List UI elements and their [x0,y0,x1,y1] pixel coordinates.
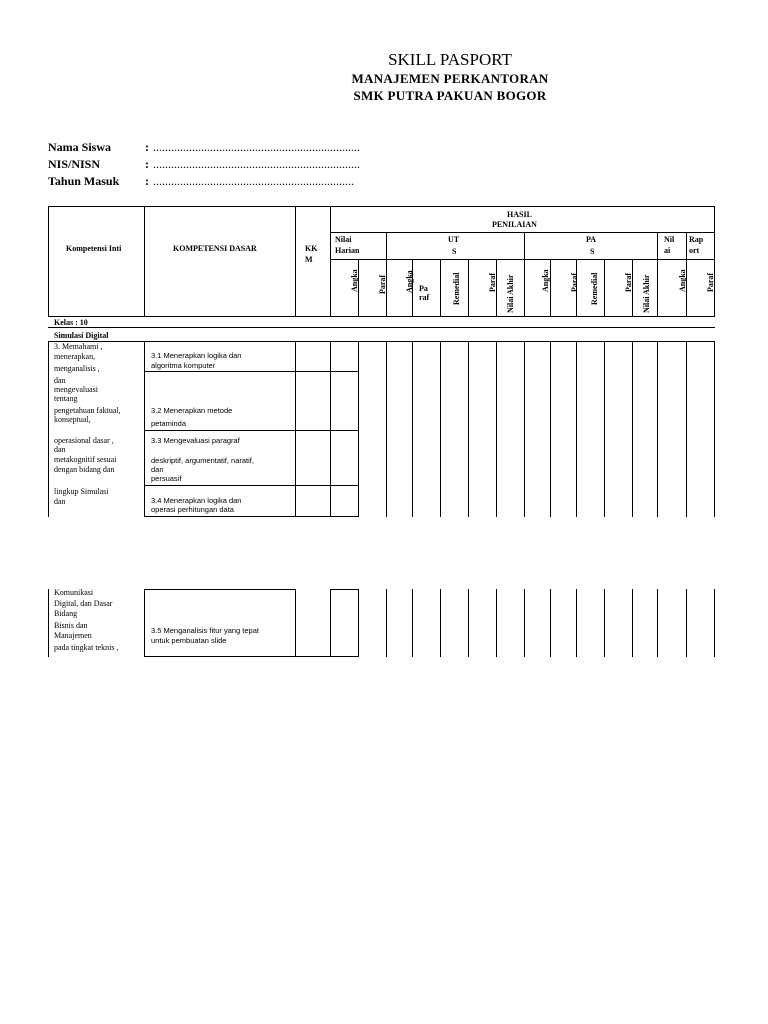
col-uts-1: UT [448,235,460,244]
table-rule [714,206,715,316]
entry-year-label: Tahun Masuk [48,174,120,188]
ki-line: dan [54,497,66,506]
table-rule [48,316,715,317]
ki-line: Digital, dan Dasar [54,599,113,608]
col-pas-paraf2: Paraf [624,272,633,292]
table-rule [496,589,497,657]
table-rule [358,589,359,657]
kd-3-4: operasi perhitungan data [151,505,234,514]
col-pas-1: PA [586,235,597,244]
table-rule [468,259,469,316]
subject-label: Simulasi Digital [54,331,109,340]
table-rule [144,589,145,657]
col-penilaian: PENILAIAN [492,220,537,229]
table-rule [657,589,658,657]
kd-3-1: algoritma komputer [151,361,216,370]
ki-line: Bisnis dan [54,621,88,630]
col-raport-paraf: Paraf [706,272,715,292]
student-name-label: Nama Siswa [48,140,112,154]
page-title: SKILL PASPORT [388,50,512,69]
col-pas-remedial: Remedial [590,272,599,305]
col-uts-paraf-2: raf [419,293,430,302]
table-rule [295,341,296,517]
table-rule [144,656,359,657]
table-rule [330,341,331,517]
ki-line: metakognitif sesuai [54,455,117,464]
table-rule [48,327,715,328]
ki-line: lingkup Simulasi [54,487,109,496]
ki-line: dengan bidang dan [54,465,115,474]
col-nilai-1: Nil [664,235,675,244]
table-rule [412,589,413,657]
table-rule [604,259,605,316]
ki-line: konseptual, [54,415,91,424]
ki-line: Bidang [54,609,78,618]
table-rule [330,589,331,657]
table-rule [330,589,359,590]
table-rule [686,341,687,517]
kd-3-3: persuasif [151,474,182,483]
table-rule [386,589,387,657]
ki-line: operasional dasar , [54,436,114,445]
entry-year-row: Tahun Masuk : ................................................................... [48,174,354,188]
table-rule [295,589,296,657]
col-uts-paraf2: Paraf [488,272,497,292]
col-nilai-2: ai [664,246,671,255]
table-rule [48,589,49,657]
table-rule [632,589,633,657]
table-rule [657,341,658,517]
kd-3-2: petaminda [151,419,187,428]
col-nilai-harian-1: Nilai [335,235,352,244]
col-kompetensi-inti: Kompetensi Inti [66,244,122,253]
col-raport-angka: Angka [678,269,687,292]
ki-line: menerapkan, [54,352,96,361]
table-rule [632,341,633,517]
table-rule [524,341,525,517]
table-rule [550,341,551,517]
table-rule [468,589,469,657]
table-rule [144,430,359,431]
table-rule [604,341,605,517]
col-pas-angka: Angka [541,269,550,292]
table-rule [604,589,605,657]
col-uts-nilai-akhir: Nilai Akhir [506,274,515,313]
table-rule [295,206,296,316]
table-rule [714,589,715,657]
table-rule [144,371,359,372]
program-subtitle: MANAJEMEN PERKANTORAN [351,71,549,86]
student-name-field[interactable]: ..................................................................... [153,140,360,154]
col-nilai-harian-2: Harian [335,246,360,255]
table-rule [386,341,387,517]
table-rule [440,589,441,657]
ki-line: tentang [54,394,78,403]
col-nh-angka: Angka [350,269,359,292]
ki-line: mengevaluasi [54,385,98,394]
student-nis-label: NIS/NISN [48,157,101,171]
kd-3-4: 3.4 Menerapkan logika dan [151,496,242,505]
col-hasil: HASIL [507,210,532,219]
table-rule [358,341,359,517]
col-kkm-1: KK [305,244,318,253]
table-rule [48,341,49,517]
col-raport-2: ort [689,246,700,255]
table-rule [144,589,296,590]
table-rule [144,516,359,517]
table-rule [144,341,145,517]
ki-line: Manajemen [54,631,92,640]
table-rule [496,341,497,517]
table-rule [144,485,359,486]
entry-year-field[interactable]: ................................................................... [153,174,354,188]
kd-3-1: 3.1 Menerapkan logika dan [151,351,242,360]
col-pas-2: S [590,247,595,256]
col-uts-remedial: Remedial [452,272,461,305]
col-nh-paraf: Paraf [378,274,387,294]
ki-line: 3. Memahami , [54,342,103,351]
student-nis-field[interactable]: ..................................................................... [153,157,360,171]
table-rule [576,589,577,657]
school-name: SMK PUTRA PAKUAN BOGOR [353,88,547,103]
table-rule [657,232,658,316]
ki-line: pada tingkat teknis , [54,643,119,652]
table-rule [440,341,441,517]
table-rule [468,341,469,517]
kd-3-5: 3.5 Menganalisis fitur yang tepat [151,626,259,635]
table-rule [550,589,551,657]
table-rule [48,206,49,316]
kd-3-3: dan [151,465,164,474]
class-label: Kelas : 10 [54,318,88,327]
col-kkm-2: M [305,255,313,264]
ki-line: dan [54,445,66,454]
table-rule [144,206,145,316]
kd-3-5: untuk pembuatan slide [151,636,227,645]
ki-line: Komunikasi [54,588,94,597]
table-rule [412,341,413,517]
table-rule [524,232,525,316]
table-rule [440,259,441,316]
col-uts-2: S [452,247,457,256]
table-rule [524,589,525,657]
table-rule [48,206,715,207]
student-name-row: Nama Siswa : ..................................................................... [48,140,360,154]
col-raport-1: Rap [689,235,704,244]
table-rule [48,341,715,342]
col-pas-paraf: Paraf [570,272,579,292]
table-rule [714,341,715,517]
kd-3-3: 3.3 Mengevaluasi paragraf [151,436,240,445]
col-uts-paraf-1: Pa [419,284,428,293]
table-rule [330,206,331,316]
kd-3-3: deskriptif, argumentatif, naratif, [151,456,254,465]
ki-line: dan [54,376,66,385]
col-uts-angka: Angka [405,270,414,293]
student-nis-row: NIS/NISN : ..................................................................... [48,157,360,171]
col-kompetensi-dasar: KOMPETENSI DASAR [173,244,257,253]
col-pas-nilai-akhir: Nilai Akhir [642,274,651,313]
ki-line: menganalisis , [54,364,100,373]
table-rule [550,259,551,316]
table-rule [576,341,577,517]
table-rule [686,589,687,657]
kd-3-2: 3.2 Menerapkan metode [151,406,233,415]
ki-line: pengetahuan faktual, [54,406,121,415]
